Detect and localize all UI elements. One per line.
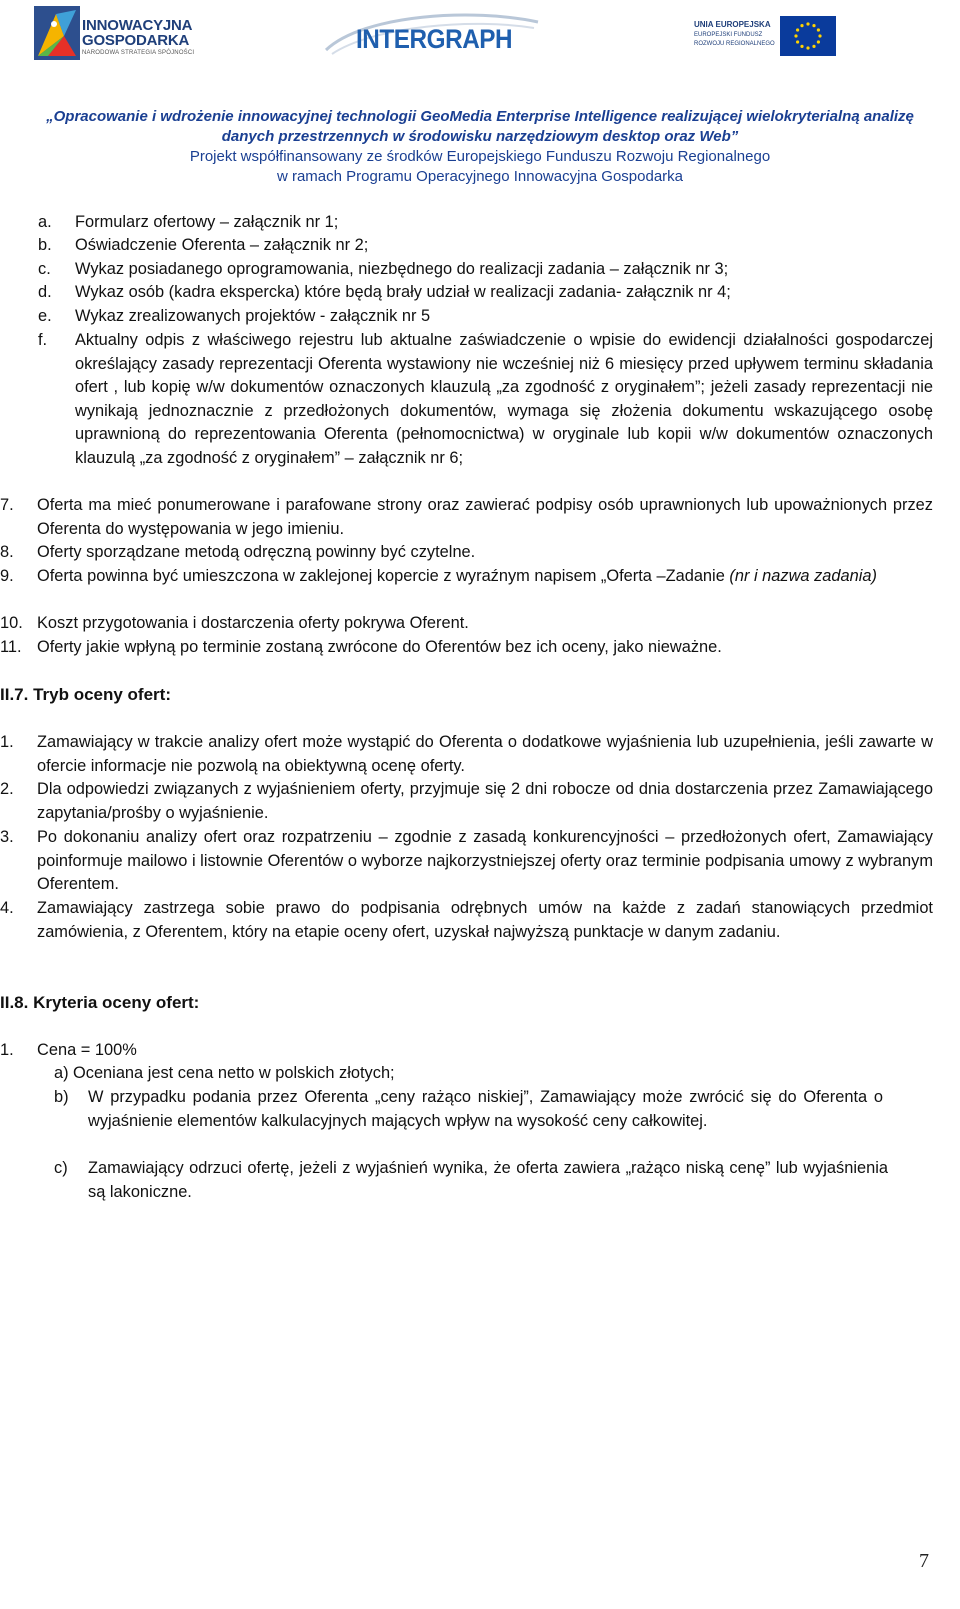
logo-right-line2: EUROPEJSKI FUNDUSZ [694,32,763,38]
page-number: 7 [919,1550,929,1572]
list-label: 10. [0,614,23,632]
list-text: Oferty sporządzane metodą odręczną powinny być czytelne. [37,543,476,561]
logo-bar [0,0,960,90]
list-text: Koszt przygotowania i dostarczenia oferty pokrywa Oferent. [37,614,469,632]
eu-logo [694,14,844,56]
list-label: 8. [0,543,14,561]
logo-center: INTERGRAPH [356,24,513,54]
list-text: Wykaz posiadanego oprogramowania, niezbędnego do realizacji zadania – załącznik nr 3; [75,260,729,278]
list-label: 9. [0,567,14,585]
sub-list-label: a) [54,1064,69,1082]
list-label: d. [38,283,52,301]
list-text: Formularz ofertowy – załącznik nr 1; [75,213,339,231]
sub-list-text: Oceniana jest cena netto w polskich złotych; [73,1064,395,1082]
list-label: 1. [0,1041,14,1059]
list-text: Po dokonaniu analizy ofert oraz rozpatrzeniu – zgodnie z zasadą konkurencyjności – przedłożonych ofert, Zamawiający poinformuje mailowo i listownie Oferentów o wyborze najkorzystniejszej oferty oraz terminie podpisania umowy z wybranym Oferentem. [37,828,933,894]
logo-left-line1: INNOWACYJNA [82,17,193,34]
list-text: Cena = 100% [37,1041,137,1059]
list-label: e. [38,307,52,325]
list-label: a. [38,213,52,231]
list-text: Oferty jakie wpłyną po terminie zostaną zwrócone do Oferentów bez ich oceny, jako nieważne. [37,638,722,656]
logo-right-line1: UNIA EUROPEJSKA [694,20,771,29]
list-label: 1. [0,733,14,751]
project-title-line2: danych przestrzennych w środowisku narzędziowym desktop oraz Web” [221,128,739,145]
list-text: Wykaz osób (kadra ekspercka) które będą brały udział w realizacji zadania- załącznik nr 4; [75,283,731,301]
list-text: Wykaz zrealizowanych projektów - załącznik nr 5 [75,307,431,325]
rule-9-text: Oferta powinna być umieszczona w zaklejonej kopercie z wyraźnym napisem „Oferta –Zadanie [37,567,725,585]
logo-right-line3: ROZWOJU REGIONALNEGO [694,41,775,47]
list-label: 7. [0,496,14,514]
list-label: b. [38,236,52,254]
list-label: c. [38,260,51,278]
list-text: Oferta ma mieć ponumerowane i parafowane strony oraz zawierać podpisy osób uprawnionych lub upoważnionych przez Oferenta do występowania w jego imieniu. [37,496,933,538]
project-funding-line2: w ramach Programu Operacyjnego Innowacyjna Gospodarka [276,168,684,185]
eu-flag-icon [780,16,836,56]
project-title-line1: „Opracowanie i wdrożenie innowacyjnej technologii GeoMedia Enterprise Intelligence realizującej wielokryterialną analizę [46,108,914,125]
list-label: 2. [0,780,14,798]
list-label: f. [38,331,48,349]
list-label: 3. [0,828,14,846]
innowacyjna-gospodarka-mark-icon [34,6,80,60]
list-text: Zamawiający w trakcie analizy ofert może wystąpić do Oferenta o dodatkowe wyjaśnienia lub uzupełnienia, jeśli zawarte w ofercie informacje nie pozwolą na obiektywną ocenę oferty. [37,733,933,775]
sub-list-text: Zamawiający odrzuci ofertę, jeżeli z wyjaśnień wynika, że oferta zawiera „rażąco niską cenę” lub wyjaśnienia są lakoniczne. [88,1159,888,1201]
sub-list-text: W przypadku podania przez Oferenta „ceny rażąco niskiej”, Zamawiający może zwrócić się do Oferenta o wyjaśnienie elementów kalkulacyjnych mających wpływ na wysokość ceny całkowitej. [88,1088,883,1130]
list-text: Oświadczenie Oferenta – załącznik nr 2; [75,236,369,254]
section-heading-ii7: II.7. Tryb oceny ofert: [0,685,171,704]
section-heading-ii8: II.8. Kryteria oceny ofert: [0,993,200,1012]
project-funding-line1: Projekt współfinansowany ze środków Europejskiego Funduszu Rozwoju Regionalnego [189,148,771,165]
list-text [37,565,933,589]
logo-left-line3: NARODOWA STRATEGIA SPÓJNOŚCI [82,50,195,56]
logo-left-line2: GOSPODARKA [82,32,190,49]
sub-list-label: b) [54,1088,69,1106]
list-label: 4. [0,899,14,917]
list-text: Zamawiający zastrzega sobie prawo do podpisania odrębnych umów na każde z zadań stanowiących przedmiot zamówienia, z Oferentem, który na etapie oceny ofert, uzyskał najwyższą punktacje w danym zadaniu. [37,899,933,941]
list-text: Dla odpowiedzi związanych z wyjaśnieniem oferty, przyjmuje się 2 dni robocze od dnia dostarczenia przez Zamawiającego zapytania/prośby o wyjaśnienie. [37,780,933,822]
sub-list-label: c) [54,1159,68,1177]
innowacyjna-gospodarka-logo [34,6,204,60]
project-header [0,107,960,187]
list-text: Aktualny odpis z właściwego rejestru lub aktualne zaświadczenie o wpisie do ewidencji działalności gospodarczej określający zasady reprezentacji Oferenta wystawiony nie wcześniej niż 6 miesięcy przed upływem terminu składania ofert , lub kopię w/w dokumentów oznaczonych klauzulą „za zgodność z oryginałem”; jeżeli zasady reprezentacji nie wynikają jednoznacznie z przedłożonych dokumentów, wymaga się złożenia dokumentu wskazującego osobę uprawnioną do reprezentowania Oferenta (pełnomocnictwa) w oryginale lub kopii w/w dokumentów oznaczonych klauzulą „za zgodność z oryginałem” – załącznik nr 6; [75,331,933,467]
rule-9-italic: (nr i nazwa zadania) [729,567,877,585]
intergraph-logo [324,10,544,60]
list-label: 11. [0,638,22,656]
